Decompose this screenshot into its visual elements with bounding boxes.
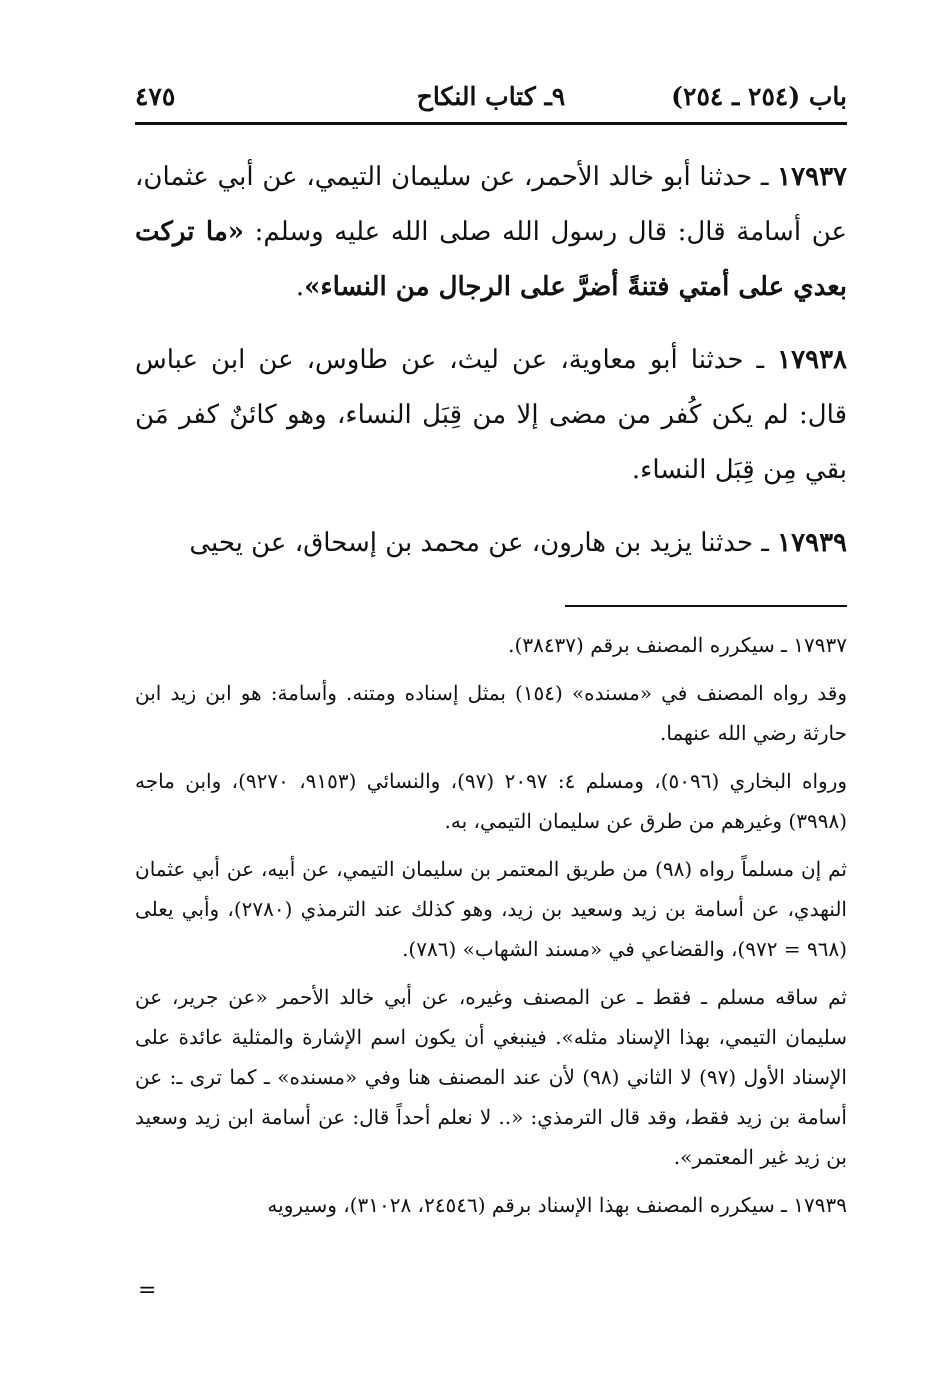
footnote: وقد رواه المصنف في «مسنده» (١٥٤) بمثل إسناده ومتنه. وأسامة: هو ابن زيد ابن حارثة رضي الله عنهما. bbox=[135, 681, 847, 745]
footnote: ثم إن مسلماً رواه (٩٨) من طريق المعتمر بن سليمان التيمي، عن أبيه، عن أبي عثمان النهدي، عن أسامة بن زيد وسعيد بن زيد، وهو كذلك عند الترمذي (٢٧٨٠)، وأبي يعلى (٩٦٨ = ٩٧٢)، والقضاعي في «مسند الشهاب» (٧٨٦). bbox=[135, 857, 847, 961]
hadith-text: ـ حدثنا يزيد بن هارون، عن محمد بن إسحاق، عن يحيى bbox=[189, 528, 778, 558]
hadith-number: ١٧٩٣٨ bbox=[777, 345, 847, 375]
footnote-divider bbox=[565, 605, 847, 607]
footnote: ثم ساقه مسلم ـ فقط ـ عن المصنف وغيره، عن أبي خالد الأحمر «عن جرير، عن سليمان التيمي، بهذا الإسناد مثله». فينبغي أن يكون اسم الإشارة والمثلية عائدة على الإسناد الأول (٩٧) لا الثاني (٩٨) لأن عند المصنف هنا وفي «مسنده» ـ كما ترى ـ: عن أسامة بن زيد فقط، وقد قال الترمذي: «.. لا نعلم أحداً قال: عن أسامة ابن زيد وسعيد بن زيد غير المعتمر». bbox=[135, 985, 847, 1169]
continuation-mark: = bbox=[138, 1278, 157, 1303]
hadith-entry bbox=[135, 333, 847, 498]
book-title: ٩ـ كتاب النكاح bbox=[416, 82, 566, 111]
hadith-number: ١٧٩٣٩ bbox=[777, 528, 847, 558]
hadith-entry bbox=[135, 516, 847, 571]
hadith-text: ـ حدثنا أبو خالد الأحمر، عن سليمان التيمي، عن أبي عثمان، عن أسامة قال: قال رسول الله صلى الله عليه وسلم: bbox=[135, 162, 848, 247]
hadith-quote: «ما تركت بعدي على أمتي فتنةً أضرَّ على الرجال من النساء» bbox=[135, 217, 847, 302]
hadith-entry bbox=[135, 150, 847, 315]
footnote: ١٧٩٣٧ ـ سيكرره المصنف برقم (٣٨٤٣٧). bbox=[508, 633, 847, 657]
hadith-text: ـ حدثنا أبو معاوية، عن ليث، عن طاوس، عن ابن عباس قال: لم يكن كُفر من مضى إلا من قِبَل النساء، وهو كائنٌ كفر مَن بقي مِن قِبَل النساء. bbox=[135, 345, 847, 485]
footnote: ورواه البخاري (٥٠٩٦)، ومسلم ٤: ٢٠٩٧ (٩٧)، والنسائي (٩١٥٣، ٩٢٧٠)، وابن ماجه (٣٩٩٨) وغيرهم من طرق عن سليمان التيمي، به. bbox=[135, 769, 848, 833]
chapter-heading: باب (٢٥٤ ـ ٢٥٤) bbox=[671, 82, 847, 111]
footnote: ١٧٩٣٩ ـ سيكرره المصنف بهذا الإسناد برقم (٢٤٥٤٦، ٣١٠٢٨)، وسيرويه bbox=[267, 1193, 847, 1217]
hadith-end: . bbox=[295, 272, 305, 302]
header-divider bbox=[135, 122, 847, 125]
hadith-number: ١٧٩٣٧ bbox=[777, 162, 847, 192]
footnotes bbox=[135, 625, 847, 1233]
page-number: ٤٧٥ bbox=[135, 82, 176, 111]
page-header bbox=[135, 78, 847, 118]
main-text bbox=[135, 150, 847, 589]
